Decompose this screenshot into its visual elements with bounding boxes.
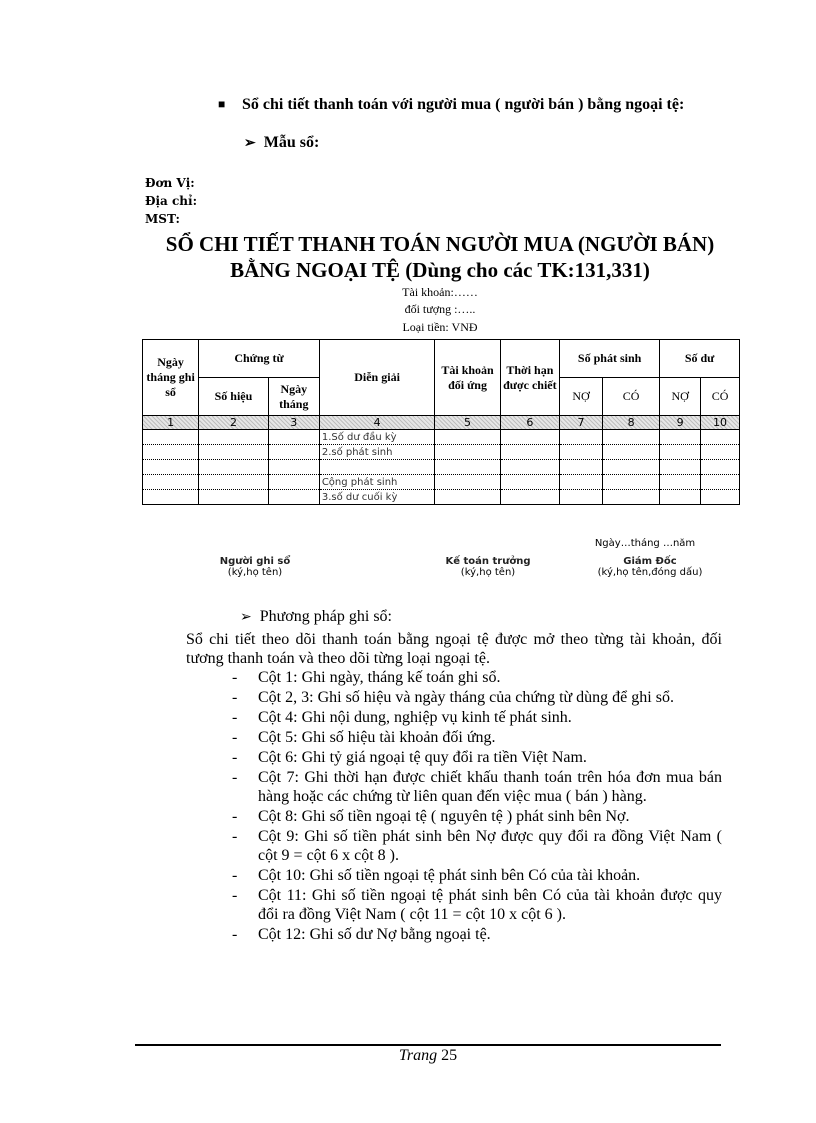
- header-voucher: Chứng từ: [199, 340, 320, 378]
- column-number: 3: [268, 416, 319, 430]
- row-description: [319, 460, 435, 475]
- table-row: [143, 430, 740, 445]
- header-balance: Số dư: [660, 340, 740, 378]
- square-bullet-icon: ■: [218, 97, 226, 111]
- column-number: 4: [319, 416, 435, 430]
- header-voucher-number: Số hiệu: [199, 378, 269, 416]
- header-arising-credit: CÓ: [602, 378, 659, 416]
- column-number: 5: [435, 416, 500, 430]
- table-row: [143, 460, 740, 475]
- tax-code-label: MST:: [145, 212, 180, 226]
- footer-divider: [135, 1044, 721, 1046]
- header-description: Diễn giải: [319, 340, 435, 416]
- list-item: - Cột 10: Ghi số tiền ngoại tệ phát sinh bên Có của tài khoản.: [232, 866, 722, 885]
- arrow-bullet-icon: ➢: [244, 136, 256, 151]
- list-item: - Cột 11: Ghi số tiền ngoại tệ phát sinh bên Có của tài khoản được quy đổi ra đồng Việt Nam ( cột 11 = cột 10 x cột 6 ).: [232, 886, 722, 924]
- ledger-title-line2: BẰNG NGOẠI TỆ (Dùng cho các TK:131,331): [230, 258, 650, 282]
- signature-date-line: Ngày…tháng …năm: [594, 538, 696, 549]
- column-number: 7: [560, 416, 603, 430]
- recorder-title: Người ghi sổ: [219, 556, 291, 567]
- list-item: - Cột 5: Ghi số hiệu tài khoản đối ứng.: [232, 728, 722, 747]
- column-number-row: [143, 416, 740, 430]
- method-heading-text: Phương pháp ghi sổ:: [259, 608, 392, 625]
- director-note: (ký,họ tên,đóng dấu): [597, 567, 703, 578]
- accountant-note: (ký,họ tên): [460, 567, 516, 578]
- table-row: [143, 475, 740, 490]
- list-item: - Cột 8: Ghi số tiền ngoại tệ ( nguyên tệ ) phát sinh bên Nợ.: [232, 807, 722, 826]
- address-label: Địa chỉ:: [145, 194, 198, 208]
- header-arising-debit: NỢ: [560, 378, 603, 416]
- intro-bullet-text: Sổ chi tiết thanh toán với người mua ( người bán ) bằng ngoại tệ:: [242, 96, 685, 113]
- list-item: - Cột 4: Ghi nội dung, nghiệp vụ kinh tế phát sinh.: [232, 708, 722, 727]
- row-description: Cộng phát sinh: [319, 475, 435, 490]
- accountant-title: Kế toán trưởng: [445, 556, 531, 567]
- row-description: 1.Số dư đầu kỳ: [319, 430, 435, 445]
- sample-heading: [244, 134, 319, 152]
- ledger-table: [142, 339, 740, 505]
- footer-label: Trang: [398, 1047, 438, 1064]
- header-voucher-date: Ngày tháng: [268, 378, 319, 416]
- list-item: - Cột 9: Ghi số tiền phát sinh bên Nợ được quy đổi ra đồng Việt Nam ( cột 9 = cột 6 x cột 8 ).: [232, 827, 722, 865]
- list-item: - Cột 1: Ghi ngày, tháng kế toán ghi sổ.: [232, 668, 722, 687]
- intro-bullet: [218, 94, 728, 115]
- column-number: 8: [602, 416, 659, 430]
- method-paragraph: Sổ chi tiết theo dõi thanh toán bằng ngoại tệ được mở theo từng tài khoản, đối tương thanh toán và theo dõi từng loại ngoại tệ.: [186, 631, 722, 667]
- list-item: - Cột 6: Ghi tỷ giá ngoại tệ quy đổi ra tiền Việt Nam.: [232, 748, 722, 767]
- currency-line: Loại tiền: VNĐ: [402, 320, 478, 334]
- recorder-signature: [190, 556, 320, 578]
- column-number: 10: [701, 416, 740, 430]
- director-title: Giám Đốc: [623, 556, 677, 567]
- list-item: - Cột 12: Ghi số dư Nợ bằng ngoại tệ.: [232, 925, 722, 944]
- page-footer: [135, 1047, 721, 1065]
- accountant-signature: [418, 556, 558, 578]
- page-number: 25: [441, 1047, 458, 1064]
- method-heading: [240, 608, 392, 626]
- row-description: 3.số dư cuối kỳ: [319, 490, 435, 505]
- list-item: - Cột 7: Ghi thời hạn được chiết khấu thanh toán trên hóa đơn mua bán hàng hoặc các chứng từ liên quan đến việc mua ( bán ) hàng.: [232, 768, 722, 806]
- table-row: [143, 490, 740, 505]
- recorder-note: (ký,họ tên): [227, 567, 283, 578]
- header-balance-debit: NỢ: [660, 378, 701, 416]
- object-line: đối tượng :…..: [404, 302, 476, 316]
- director-signature: [575, 556, 725, 578]
- ledger-title-line1: SỔ CHI TIẾT THANH TOÁN NGƯỜI MUA (NGƯỜI BÁN): [165, 232, 715, 256]
- row-description: 2.số phát sinh: [319, 445, 435, 460]
- column-instructions-list: [232, 668, 722, 945]
- column-number: 1: [143, 416, 199, 430]
- account-line: Tài khoản:……: [402, 285, 478, 299]
- table-row: [143, 445, 740, 460]
- column-number: 6: [500, 416, 559, 430]
- arrow-bullet-icon: ➢: [240, 610, 252, 625]
- header-date: Ngày tháng ghi sổ: [143, 340, 199, 416]
- unit-label: Đơn Vị:: [145, 176, 195, 190]
- list-item: - Cột 2, 3: Ghi số hiệu và ngày tháng của chứng từ dùng để ghi sổ.: [232, 688, 722, 707]
- header-arising: Số phát sinh: [560, 340, 660, 378]
- column-number: 2: [199, 416, 269, 430]
- header-discount-term: Thời hạn được chiết: [500, 340, 559, 416]
- header-balance-credit: CÓ: [701, 378, 740, 416]
- column-number: 9: [660, 416, 701, 430]
- sample-heading-text: Mẫu sổ:: [263, 134, 320, 151]
- header-contra-account: Tài khoản đối ứng: [435, 340, 500, 416]
